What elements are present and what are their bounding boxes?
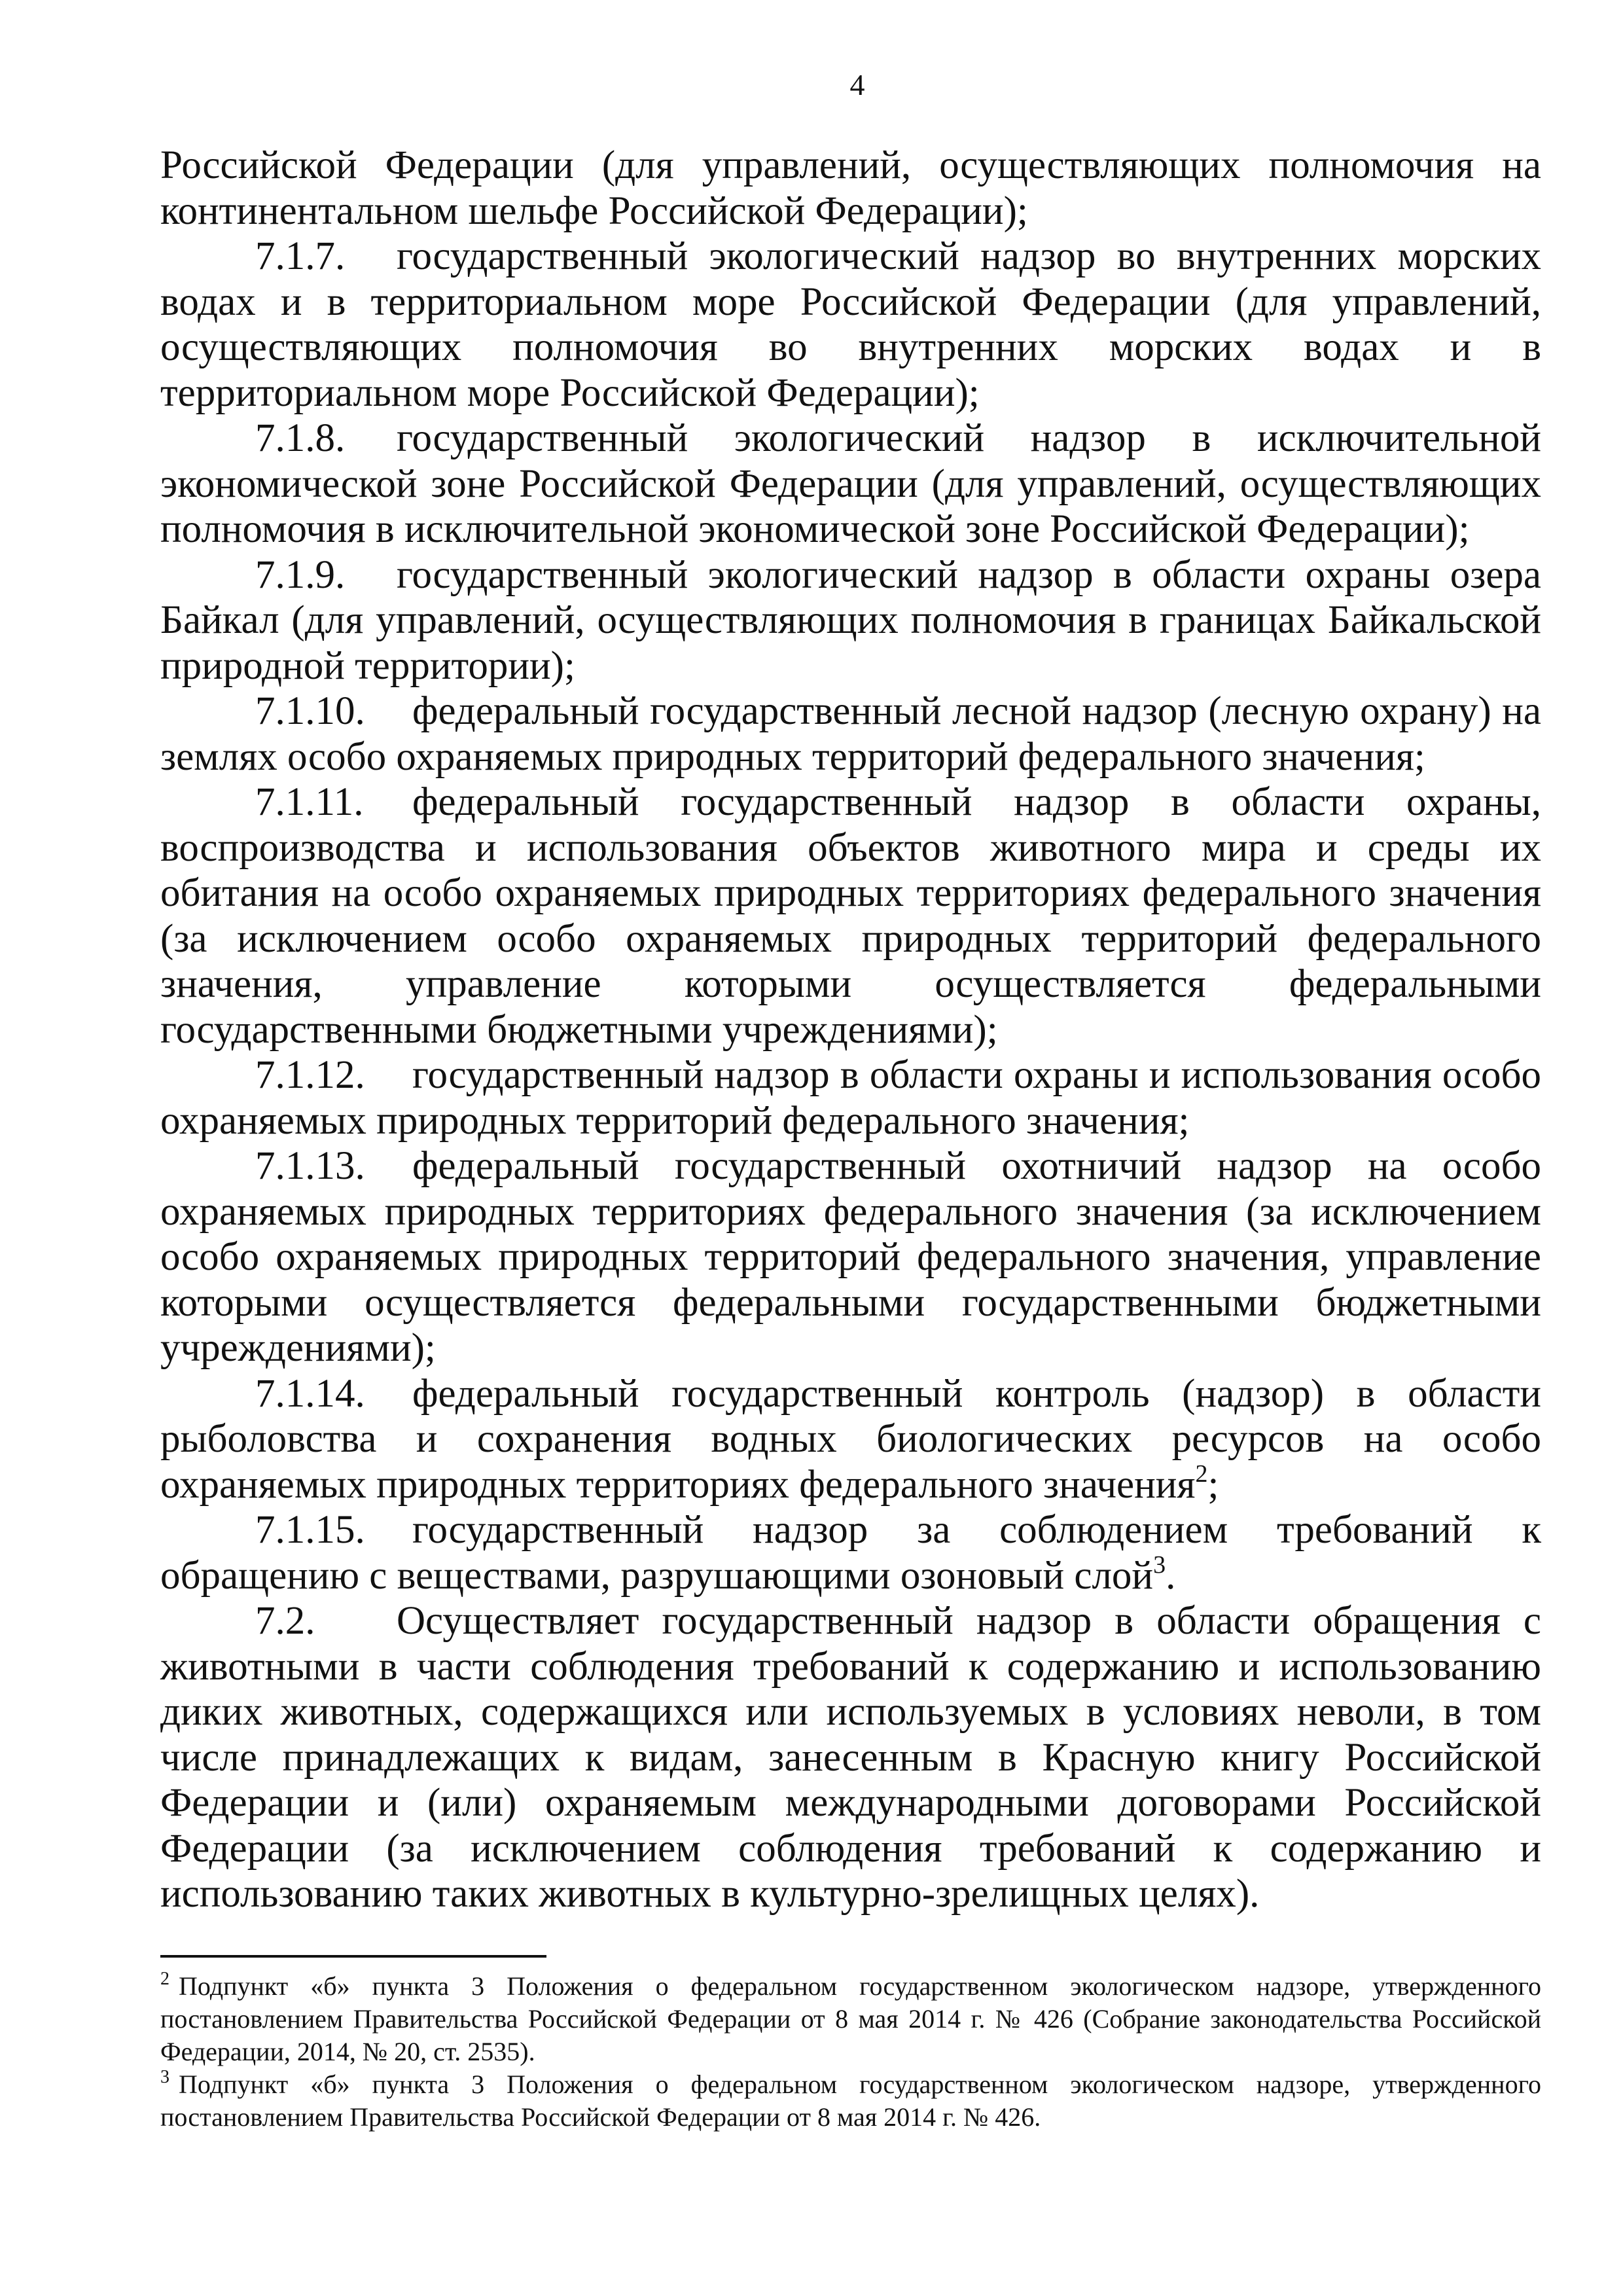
paragraph-text: федеральный государственный охотничий надзор на особо охраняемых природных территориях федерального значения (за исключением особо охраняемых природных территорий федерального значения, управление которыми осуществляется федеральными государственными бюджетными учреждениями);	[160, 1144, 1541, 1370]
paragraph-text: Российской Федерации (для управлений, осуществляющих полномочия на континентальном шельфе Российской Федерации);	[160, 143, 1541, 233]
footnote-mark: 3	[160, 2067, 169, 2087]
footnote-3	[160, 2068, 1541, 2134]
footnote-reference[interactable]: 3	[1153, 1551, 1166, 1579]
paragraph-number: 7.1.7.	[255, 234, 346, 278]
footnotes	[160, 1970, 1541, 2134]
footnote-mark: 2	[160, 1969, 169, 1989]
footnote-separator	[160, 1955, 546, 1958]
footnote-2	[160, 1970, 1541, 2068]
paragraph-number: 7.1.14.	[255, 1371, 365, 1416]
footnote-text: Подпункт «б» пункта 3 Положения о федеральном государственном экологическом надзоре, утвержденного постановлением Правительства Российской Федерации от 8 мая 2014 г. № 426 (Собрание законодательства Российской Федерации, 2014, № 20, ст. 2535).	[160, 1971, 1541, 2066]
paragraph-number: 7.1.10.	[255, 689, 365, 733]
paragraph-7-1-10	[160, 689, 1541, 780]
paragraph-7-1-12	[160, 1052, 1541, 1143]
paragraph-7-1-9	[160, 552, 1541, 689]
document-body	[160, 143, 1541, 1917]
paragraph-text: государственный надзор за соблюдением требований к обращению с веществами, разрушающими озоновый слой	[160, 1508, 1541, 1598]
paragraph-text: федеральный государственный надзор в области охраны, воспроизводства и использования объектов животного мира и среды их обитания на особо охраняемых природных территориях федерального значения (за исключением особо охраняемых природных территорий федерального значения, управление которыми осуществляется федеральными государственными бюджетными учреждениями);	[160, 780, 1541, 1052]
paragraph-number: 7.1.11.	[255, 780, 364, 824]
paragraph-7-1-14	[160, 1371, 1541, 1508]
paragraph-7-1-7	[160, 234, 1541, 416]
paragraph-number: 7.1.15.	[255, 1508, 365, 1552]
paragraph-text: государственный надзор в области охраны и использования особо охраняемых природных территорий федерального значения;	[160, 1053, 1541, 1143]
paragraph-text: государственный экологический надзор в исключительной экономической зоне Российской Федерации (для управлений, осуществляющих полномочия в исключительной экономической зоне Российской Федерации);	[160, 416, 1541, 551]
paragraph-7-2	[160, 1598, 1541, 1917]
paragraph-7-1-15	[160, 1507, 1541, 1598]
paragraph-number: 7.2.	[255, 1599, 315, 1643]
paragraph-number: 7.1.13.	[255, 1144, 365, 1188]
paragraph-number: 7.1.9.	[255, 552, 346, 597]
paragraph-continuation	[160, 143, 1541, 234]
paragraph-punctuation: .	[1166, 1553, 1176, 1598]
paragraph-7-1-13	[160, 1143, 1541, 1371]
paragraph-text: Осуществляет государственный надзор в области обращения с животными в части соблюдения требований к содержанию и использованию диких животных, содержащихся или используемых в условиях неволи, в том числе принадлежащих к видам, занесенным в Красную книгу Российской Федерации и (или) охраняемым международными договорами Российской Федерации (за исключением соблюдения требований к содержанию и использованию таких животных в культурно-зрелищных целях).	[160, 1599, 1541, 1916]
page-number: 4	[849, 68, 865, 101]
footnote-text: Подпункт «б» пункта 3 Положения о федеральном государственном экологическом надзоре, утвержденного постановлением Правительства Российской Федерации от 8 мая 2014 г. № 426.	[160, 2070, 1541, 2132]
paragraph-punctuation: ;	[1207, 1462, 1219, 1507]
footnote-reference[interactable]: 2	[1195, 1460, 1208, 1488]
paragraph-text: федеральный государственный контроль (надзор) в области рыболовства и сохранения водных биологических ресурсов на особо охраняемых природных территориях федерального значения	[160, 1371, 1541, 1507]
paragraph-number: 7.1.8.	[255, 416, 346, 460]
paragraph-text: федеральный государственный лесной надзор (лесную охрану) на землях особо охраняемых природных территорий федерального значения;	[160, 689, 1541, 779]
paragraph-7-1-11	[160, 780, 1541, 1052]
paragraph-text: государственный экологический надзор в области охраны озера Байкал (для управлений, осуществляющих полномочия в границах Байкальской природной территории);	[160, 552, 1541, 688]
paragraph-text: государственный экологический надзор во внутренних морских водах и в территориальном море Российской Федерации (для управлений, осуществляющих полномочия во внутренних морских водах и в территориальном море Российской Федерации);	[160, 234, 1541, 415]
paragraph-7-1-8	[160, 416, 1541, 552]
paragraph-number: 7.1.12.	[255, 1053, 365, 1097]
